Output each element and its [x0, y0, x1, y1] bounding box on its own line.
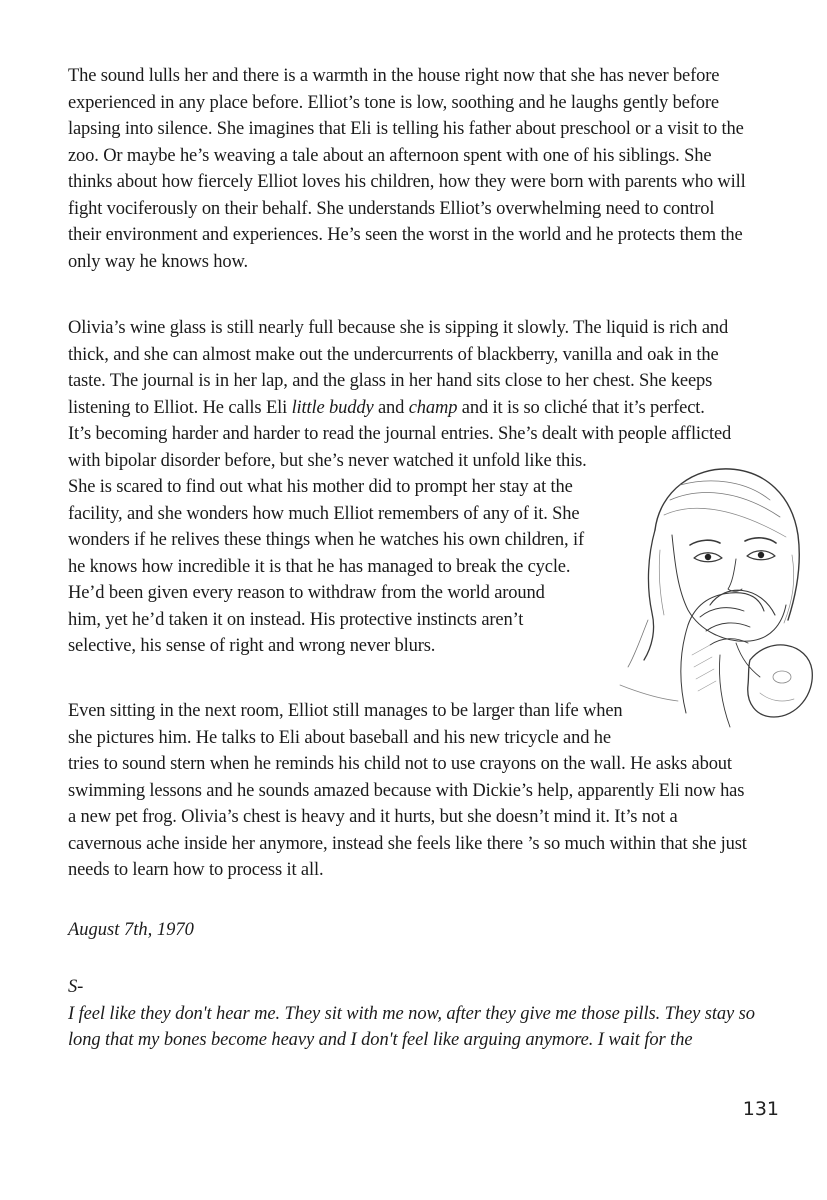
text-line: Even sitting in the next room, Elliot still manages to be larger than life when — [68, 701, 623, 721]
text-line: only way he knows how. — [68, 251, 248, 272]
journal-salutation: S- — [68, 977, 84, 997]
text-line: The sound lulls her and there is a warmth in the house right now that she has never before — [68, 66, 720, 86]
text-line: selective, his sense of right and wrong never blurs. — [68, 636, 436, 656]
text-line: needs to learn how to process it all. — [68, 860, 324, 880]
emphasis-little-buddy: little buddy — [291, 397, 374, 418]
page-number: 131 — [742, 1098, 779, 1120]
text-line: taste. The journal is in her lap, and the glass in her hand sits close to her chest. She keeps — [68, 371, 713, 391]
text-segment: and it is so cliché that it’s perfect. — [457, 397, 705, 418]
text-line-with-emphasis — [68, 395, 731, 422]
text-line: zoo. Or maybe he’s weaving a tale about an afternoon spent with one of his siblings. She — [68, 145, 712, 166]
journal-date: August 7th, 1970 — [68, 920, 194, 940]
text-line: swimming lessons and he sounds amazed because with Dickie’s help, apparently Eli now has — [68, 780, 745, 801]
text-line: a new pet frog. Olivia’s chest is heavy and it hurts, but she doesn’t mind it. It’s not a — [68, 807, 678, 827]
text-line: cavernous ache inside her anymore, instead she feels like there ’s so much within that she just — [68, 833, 747, 854]
text-line: thick, and she can almost make out the undercurrents of blackberry, vanilla and oak in the — [68, 344, 719, 365]
text-line: wonders if he relives these things when he watches his own children, if — [68, 530, 584, 550]
text-line: him, yet he’d taken it on instead. His protective instincts aren’t — [68, 609, 524, 630]
text-line: he knows how incredible it is that he has managed to break the cycle. — [68, 556, 571, 577]
text-line: tries to sound stern when he reminds his child not to use crayons on the wall. He asks about — [68, 754, 732, 774]
text-line: It’s becoming harder and harder to read the journal entries. She’s dealt with people afflicted — [68, 424, 732, 444]
woman-drinking-wine-sketch — [560, 455, 815, 730]
text-line: thinks about how fiercely Elliot loves his children, how they were born with parents who will — [68, 172, 746, 192]
text-line: she pictures him. He talks to Eli about baseball and his new tricycle and he — [68, 727, 611, 748]
text-segment: and — [373, 397, 409, 418]
emphasis-champ: champ — [408, 397, 458, 418]
text-line: facility, and she wonders how much Elliot remembers of any of it. She — [68, 503, 580, 524]
text-line: She is scared to find out what his mother did to prompt her stay at the — [68, 477, 573, 497]
journal-line: I feel like they don't hear me. They sit with me now, after they give me those pills. They stay so — [68, 1003, 755, 1024]
sketch-illustration — [560, 455, 815, 730]
text-line: lapsing into silence. She imagines that Eli is telling his father about preschool or a visit to the — [68, 119, 744, 139]
text-segment: listening to Elliot. He calls Eli — [68, 397, 292, 418]
journal-entry — [68, 974, 755, 1054]
text-line: fight vociferously on their behalf. She understands Elliot’s overwhelming need to control — [68, 198, 715, 219]
text-line: He’d been given every reason to withdraw from the world around — [68, 583, 545, 603]
text-line: with bipolar disorder before, but she’s never watched it unfold like this. — [68, 450, 587, 471]
journal-line: long that my bones become heavy and I don't feel like arguing anymore. I wait for the — [68, 1030, 693, 1050]
text-line: Olivia’s wine glass is still nearly full because she is sipping it slowly. The liquid is rich and — [68, 318, 729, 338]
paragraph-1 — [68, 63, 746, 275]
text-line: their environment and experiences. He’s seen the worst in the world and he protects them the — [68, 225, 743, 245]
text-line: experienced in any place before. Elliot’s tone is low, soothing and he laughs gently before — [68, 92, 719, 113]
